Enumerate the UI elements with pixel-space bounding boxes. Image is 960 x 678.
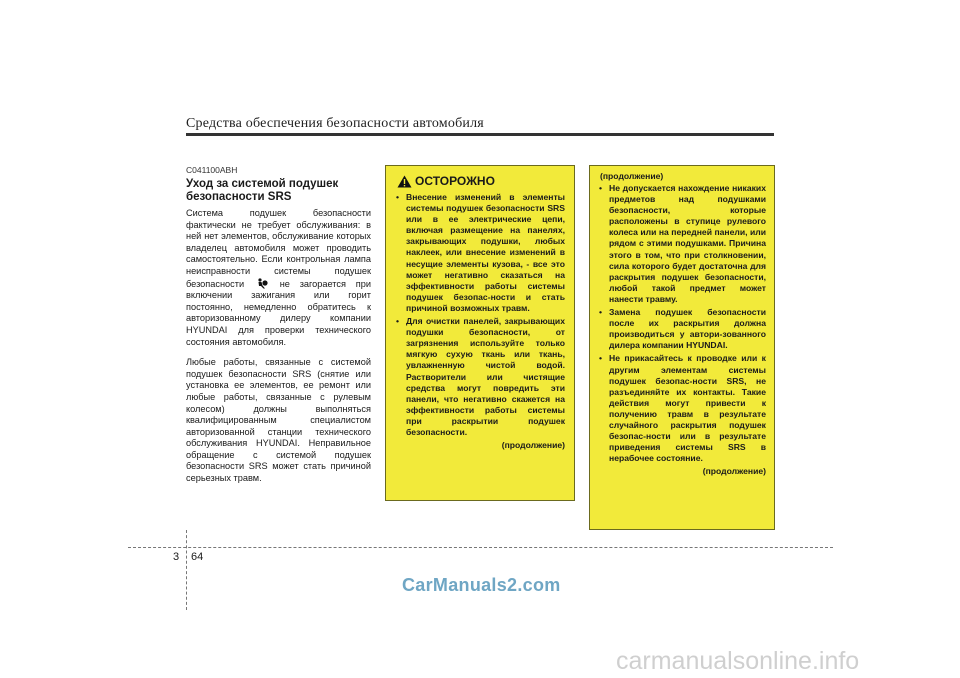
section-title: Уход за системой подушек безопасности SRS — [186, 178, 339, 203]
paragraph-1-part-a: Система подушек безопасности фактически не требует обслуживания: в ней нет элементов, обслуживание которых владелец автомобиля может проводить самостоятельно. Если контрольная лампа неисправности системы подушек безопасности — [186, 208, 371, 289]
footer-rule — [128, 547, 833, 548]
continued-top-label: (продолжение) — [600, 171, 664, 181]
warning-list-1 — [395, 192, 565, 438]
site-watermark: carmanualsonline.info — [616, 647, 860, 675]
section-code: C041100ABH — [186, 165, 238, 175]
warning-box-1 — [385, 165, 575, 501]
paragraph-1-part-b: не загорается при включении зажигания или горит постоянно, немедленно обратитесь к авторизованному дилеру компании HYUNDAI для проверки технического состояния автомобиля. — [186, 278, 371, 347]
warning-triangle-icon — [397, 175, 412, 188]
paragraph-1 — [186, 208, 371, 348]
page-header-title: Средства обеспечения безопасности автомобиля — [186, 116, 484, 131]
warning-item: • Замена подушек безопасности после их раскрытия должна производиться у автори-зованного дилера компании HYUNDAI. — [598, 307, 766, 351]
warning-item: • Не допускается нахождение никаких предметов над подушками безопасности, которые расположены в ступице рулевого колеса или на передней панели, или рядом с этими подушками. Причина этого в том, что при столкновении, сила которого будет достаточна для раскрытия подушек безопасности, любой такой предмет может нанести травму. — [598, 183, 766, 305]
left-column — [186, 165, 371, 494]
warning-list-2 — [598, 183, 766, 464]
continued-bottom-label: (продолжение) — [702, 466, 766, 477]
warning-header — [397, 174, 565, 188]
paragraph-2: Любые работы, связанные с системой подушек безопасности SRS (снятие или установка ее элементов, ее ремонт или любые работы, связанные с рулевым колесом) должны выполняться квалифицированным специалистом авторизованной станции технического обслуживания HYUNDAI. Неправильное обращение с системой подушек безопасности SRS может стать причиной серьезных травм. — [186, 357, 371, 484]
warning-item: • Не прикасайтесь к проводке или к другим элементам системы подушек безопас-ности SRS, не разъединяйте их контакты. Такие действия могут привести к получению травм в результате случайного раскрытия подушек безопас-ности или в результате приведения системы SRS в нерабочее состояние. — [598, 353, 766, 464]
continued-label: (продолжение) — [501, 440, 565, 451]
airbag-warning-icon — [256, 278, 268, 289]
chapter-number: 3 — [173, 551, 180, 563]
warning-title: ОСТОРОЖНО — [415, 174, 495, 188]
header-rule — [186, 133, 774, 136]
warning-item: • Для очистки панелей, закрывающих подушки безопасности, от загрязнения используйте только мягкую сухую ткань или ткань, увлажненную чистой водой. Растворители или чистящие средства могут повредить эти панели, что негативно скажется на эффективности работы системы при раскрытии подушек безопасности. — [395, 316, 565, 438]
watermark-link[interactable]: CarManuals2.com — [402, 575, 561, 595]
page-number: 64 — [191, 551, 204, 563]
footer-vertical-rule — [186, 530, 187, 610]
warning-box-2 — [589, 165, 775, 530]
warning-item: • Внесение изменений в элементы системы подушек безопасности SRS или в ее электрические цепи, включая размещение на панелях, закрывающих подушки, любых наклеек, или внесение изменений в несущие элементы кузова, - все это может негативно сказаться на эффективности работы системы подушек безопас-ности и стать причиной возможных травм. — [395, 192, 565, 314]
